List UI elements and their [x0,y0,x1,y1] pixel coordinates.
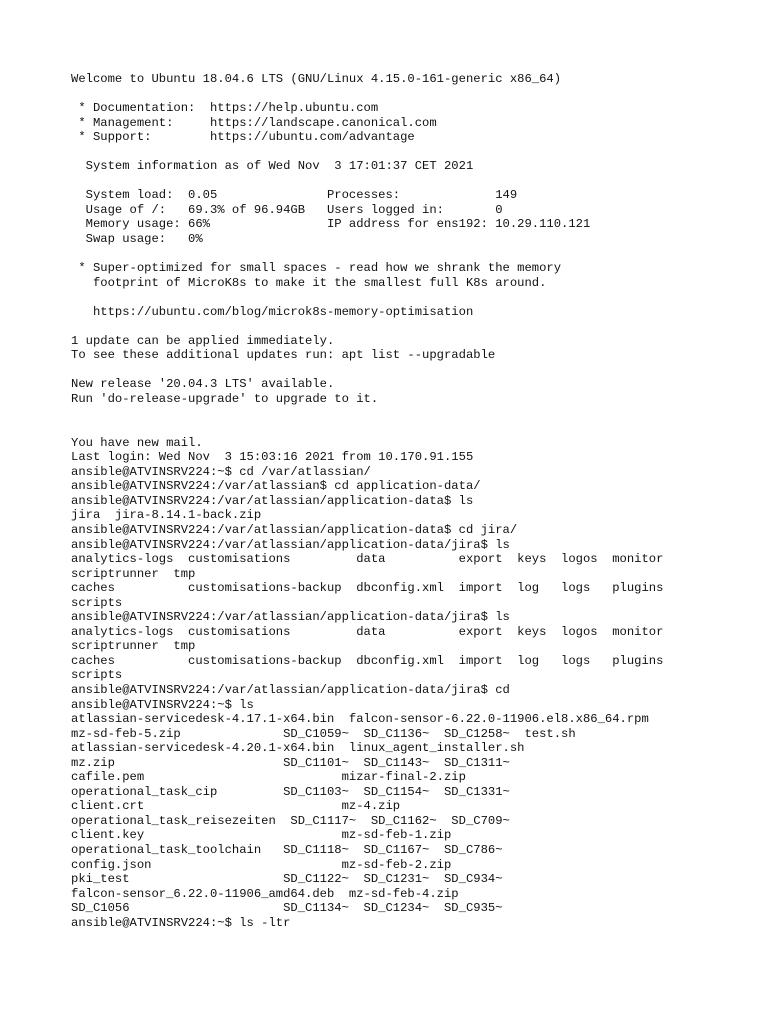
terminal-line: ansible@ATVINSRV224:/var/atlassian/application-data/jira$ cd [71,682,510,697]
terminal-line: System load: 0.05 Processes: 149 [71,188,518,203]
terminal-line: 1 update can be applied immediately. [71,333,335,348]
terminal-line: atlassian-servicedesk-4.20.1-x64.bin linux_agent_installer.sh [71,741,525,756]
terminal-line: ansible@ATVINSRV224:~$ cd /var/atlassian/ [71,464,371,479]
terminal-line: Welcome to Ubuntu 18.04.6 LTS (GNU/Linux 4.15.0-161-generic x86_64) [71,72,562,86]
terminal-output [71,72,761,930]
terminal-line: ansible@ATVINSRV224:~$ ls [71,697,254,712]
terminal-line: scripts [71,595,123,610]
terminal-line: Memory usage: 66% IP address for ens192: 10.29.110.121 [71,217,591,232]
terminal-line [71,319,761,334]
terminal-line: * Support: https://ubuntu.com/advantage [71,130,415,145]
terminal-line: analytics-logs customisations data export keys logos monitor [71,552,664,567]
terminal-line [71,290,761,305]
terminal-line: client.key mz-sd-feb-1.zip [71,828,452,843]
terminal-line: You have new mail. [71,435,203,450]
terminal-line [71,363,761,378]
terminal-line: footprint of MicroK8s to make it the smallest full K8s around. [71,275,547,290]
terminal-line [71,407,761,422]
terminal-line: Last login: Wed Nov 3 15:03:16 2021 from 10.170.91.155 [71,450,474,465]
terminal-line: * Documentation: https://help.ubuntu.com [71,101,379,116]
terminal-line: New release '20.04.3 LTS' available. [71,377,335,392]
terminal-line: ansible@ATVINSRV224:/var/atlassian/application-data$ ls [71,493,474,508]
terminal-line [71,87,761,102]
terminal-line: To see these additional updates run: apt list --upgradable [71,348,496,363]
terminal-line: operational_task_toolchain SD_C1118~ SD_C1167~ SD_C786~ [71,842,503,857]
terminal-line: client.crt mz-4.zip [71,799,401,814]
terminal-line: caches customisations-backup dbconfig.xml import log logs plugins [71,653,664,668]
terminal-line: scripts [71,668,123,683]
terminal-line: mz.zip SD_C1101~ SD_C1143~ SD_C1311~ [71,755,510,770]
terminal-line: ansible@ATVINSRV224:/var/atlassian$ cd application-data/ [71,479,481,494]
terminal-line: ansible@ATVINSRV224:/var/atlassian/application-data$ cd jira/ [71,522,518,537]
terminal-line: * Super-optimized for small spaces - read how we shrank the memory [71,261,562,276]
terminal-line [71,174,761,189]
terminal-line: System information as of Wed Nov 3 17:01:37 CET 2021 [71,159,474,174]
terminal-line: scriptrunner tmp [71,566,196,581]
terminal-line: ansible@ATVINSRV224:/var/atlassian/application-data/jira$ ls [71,537,510,552]
terminal-line: https://ubuntu.com/blog/microk8s-memory-optimisation [71,304,474,319]
terminal-line: * Management: https://landscape.canonical.com [71,115,437,130]
terminal-line: mz-sd-feb-5.zip SD_C1059~ SD_C1136~ SD_C1258~ test.sh [71,726,576,741]
terminal-line: atlassian-servicedesk-4.17.1-x64.bin falcon-sensor-6.22.0-11906.el8.x86_64.rpm [71,712,649,727]
terminal-line: falcon-sensor_6.22.0-11906_amd64.deb mz-sd-feb-4.zip [71,886,459,901]
terminal-line: scriptrunner tmp [71,639,196,654]
terminal-line: config.json mz-sd-feb-2.zip [71,857,452,872]
terminal-line: pki_test SD_C1122~ SD_C1231~ SD_C934~ [71,872,503,887]
terminal-line: analytics-logs customisations data export keys logos monitor [71,624,664,639]
terminal-line: operational_task_cip SD_C1103~ SD_C1154~ SD_C1331~ [71,784,510,799]
terminal-line: Usage of /: 69.3% of 96.94GB Users logged in: 0 [71,202,503,217]
terminal-line [71,421,761,436]
terminal-line: cafile.pem mizar-final-2.zip [71,770,466,785]
terminal-line [71,247,761,262]
terminal-line: ansible@ATVINSRV224:~$ ls -ltr [71,915,291,930]
terminal-line: Swap usage: 0% [71,232,203,247]
terminal-line: ansible@ATVINSRV224:/var/atlassian/application-data/jira$ ls [71,610,510,625]
terminal-line: caches customisations-backup dbconfig.xml import log logs plugins [71,581,664,596]
terminal-line: SD_C1056 SD_C1134~ SD_C1234~ SD_C935~ [71,901,503,916]
terminal-line: jira jira-8.14.1-back.zip [71,508,262,523]
terminal-line: Run 'do-release-upgrade' to upgrade to it. [71,392,379,407]
terminal-line: operational_task_reisezeiten SD_C1117~ SD_C1162~ SD_C709~ [71,813,510,828]
terminal-line [71,145,761,160]
